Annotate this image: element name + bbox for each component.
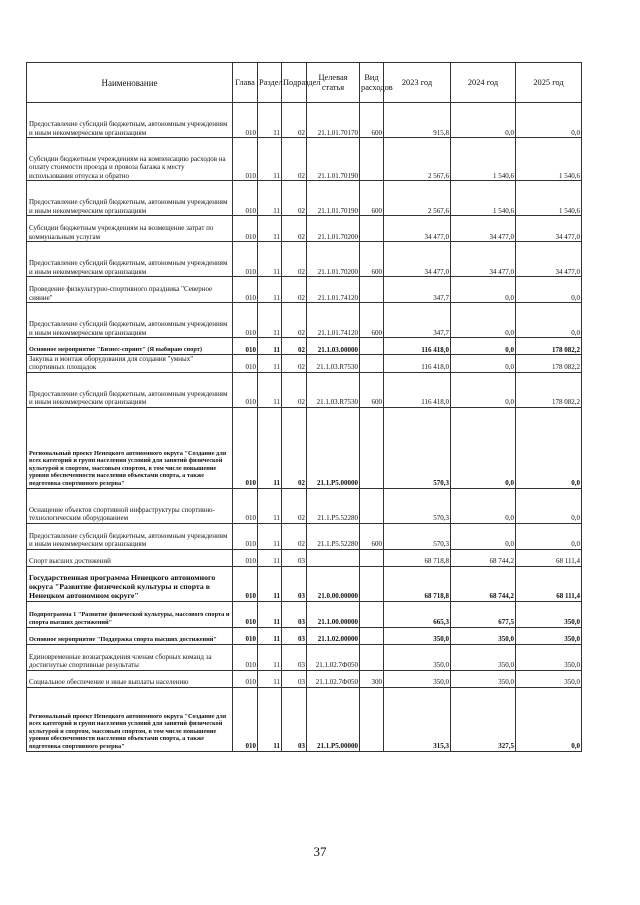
cell-target-article: 21.1.02.7Ф050 [307, 670, 360, 687]
cell-2025: 1 540,6 [516, 181, 582, 216]
cell-2024: 68 744,2 [451, 566, 516, 601]
cell-2023: 347,7 [384, 277, 451, 303]
cell-2025: 350,0 [516, 627, 582, 644]
cell-subsection: 02 [282, 242, 307, 277]
cell-expense-type [360, 549, 384, 566]
table-row [27, 181, 582, 216]
cell-2023: 68 718,8 [384, 549, 451, 566]
cell-chapter: 010 [233, 303, 258, 338]
cell-2025: 178 082,2 [516, 355, 582, 373]
cell-subsection: 02 [282, 103, 307, 138]
cell-chapter: 010 [233, 181, 258, 216]
cell-expense-type [360, 138, 384, 181]
cell-2023: 116 418,0 [384, 372, 451, 407]
cell-2023: 34 477,0 [384, 242, 451, 277]
cell-expense-type [360, 566, 384, 601]
table-row [27, 601, 582, 627]
cell-2024: 327,5 [451, 687, 516, 751]
cell-2024: 34 477,0 [451, 216, 516, 242]
cell-chapter: 010 [233, 644, 258, 670]
cell-target-article: 21.1.03.R7530 [307, 355, 360, 373]
cell-name: Региональный проект Ненецкого автономного округа "Создание для всех категорий и групп населения условий для занятий физической культурой и спортом, массовым спортом, в том числе повышение уровня обеспеченности населения объектами спорта, а также подготовка спортивного резерва" [27, 687, 233, 751]
cell-2025: 0,0 [516, 407, 582, 488]
table-row [27, 407, 582, 488]
table-row [27, 355, 582, 373]
cell-section: 11 [258, 407, 282, 488]
cell-2023: 915,8 [384, 103, 451, 138]
table-body [27, 103, 582, 752]
cell-name: Основное мероприятие "Поддержка спорта высших достижений" [27, 627, 233, 644]
cell-2023: 315,3 [384, 687, 451, 751]
cell-name: Субсидии бюджетным учреждениям на компенсацию расходов на оплату стоимости проезда и провоза багажа к месту использования отпуска и обратно [27, 138, 233, 181]
cell-subsection: 03 [282, 627, 307, 644]
cell-2025: 34 477,0 [516, 216, 582, 242]
cell-section: 11 [258, 355, 282, 373]
cell-target-article: 21.0.00.00000 [307, 566, 360, 601]
cell-subsection: 02 [282, 372, 307, 407]
cell-target-article: 21.1.02.00000 [307, 627, 360, 644]
table-row [27, 277, 582, 303]
table-row [27, 216, 582, 242]
cell-2024: 0,0 [451, 355, 516, 373]
cell-chapter: 010 [233, 523, 258, 549]
cell-subsection: 02 [282, 216, 307, 242]
table-row [27, 644, 582, 670]
cell-expense-type [360, 338, 384, 355]
cell-expense-type: 600 [360, 523, 384, 549]
cell-target-article: 21.1.03.R7530 [307, 372, 360, 407]
header-subsection: Подраздел [282, 63, 307, 103]
cell-name: Предоставление субсидий бюджетным, автономным учреждениям и иным некоммерческим организациям [27, 242, 233, 277]
cell-name: Предоставление субсидий бюджетным, автономным учреждениям и иным некоммерческим организациям [27, 372, 233, 407]
cell-target-article: 21.1.01.70190 [307, 138, 360, 181]
cell-section: 11 [258, 303, 282, 338]
cell-subsection: 02 [282, 277, 307, 303]
table-row [27, 372, 582, 407]
cell-chapter: 010 [233, 277, 258, 303]
cell-name: Основное мероприятие "Бизнес-спринт" (Я выбираю спорт) [27, 338, 233, 355]
cell-2024: 34 477,0 [451, 242, 516, 277]
table-row [27, 566, 582, 601]
cell-subsection: 02 [282, 523, 307, 549]
cell-2024: 0,0 [451, 407, 516, 488]
cell-section: 11 [258, 338, 282, 355]
cell-2024: 0,0 [451, 523, 516, 549]
cell-target-article: 21.1.01.70190 [307, 181, 360, 216]
cell-name: Государственная программа Ненецкого автономного округа "Развитие физической культуры и спорта в Ненецком автономном округе" [27, 566, 233, 601]
cell-2023: 116 418,0 [384, 355, 451, 373]
cell-target-article [307, 549, 360, 566]
cell-section: 11 [258, 138, 282, 181]
cell-name: Оснащение объектов спортивной инфраструктуры спортивно-технологическим оборудованием [27, 488, 233, 523]
cell-section: 11 [258, 670, 282, 687]
page-number: 37 [313, 844, 327, 859]
cell-subsection: 02 [282, 407, 307, 488]
cell-subsection: 02 [282, 303, 307, 338]
cell-2024: 1 540,6 [451, 138, 516, 181]
cell-section: 11 [258, 372, 282, 407]
cell-expense-type: 600 [360, 303, 384, 338]
cell-section: 11 [258, 644, 282, 670]
cell-2024: 0,0 [451, 372, 516, 407]
table-row [27, 338, 582, 355]
cell-expense-type [360, 601, 384, 627]
cell-expense-type [360, 277, 384, 303]
header-chapter: Глава [233, 63, 258, 103]
cell-target-article: 21.1.P5.00000 [307, 687, 360, 751]
cell-2023: 570,3 [384, 407, 451, 488]
cell-subsection: 03 [282, 549, 307, 566]
table-header-row [27, 63, 582, 103]
cell-expense-type [360, 644, 384, 670]
table-row [27, 303, 582, 338]
cell-2025: 350,0 [516, 644, 582, 670]
cell-2023: 34 477,0 [384, 216, 451, 242]
cell-section: 11 [258, 523, 282, 549]
table-row [27, 670, 582, 687]
cell-chapter: 010 [233, 216, 258, 242]
cell-2024: 0,0 [451, 277, 516, 303]
header-target-article: Целевая статья [307, 63, 360, 103]
cell-expense-type [360, 216, 384, 242]
cell-2025: 178 082,2 [516, 338, 582, 355]
cell-section: 11 [258, 549, 282, 566]
cell-2025: 350,0 [516, 670, 582, 687]
cell-2024: 0,0 [451, 103, 516, 138]
cell-section: 11 [258, 277, 282, 303]
table-row [27, 103, 582, 138]
cell-section: 11 [258, 216, 282, 242]
table-row [27, 627, 582, 644]
cell-expense-type [360, 407, 384, 488]
cell-name: Закупка и монтаж оборудования для создания "умных" спортивных площадок [27, 355, 233, 373]
cell-section: 11 [258, 181, 282, 216]
cell-2023: 570,3 [384, 488, 451, 523]
cell-2025: 0,0 [516, 103, 582, 138]
cell-section: 11 [258, 488, 282, 523]
cell-subsection: 02 [282, 338, 307, 355]
cell-target-article: 21.1.01.74120 [307, 303, 360, 338]
cell-subsection: 02 [282, 138, 307, 181]
cell-section: 11 [258, 566, 282, 601]
budget-table [26, 62, 582, 752]
cell-target-article: 21.1.01.70200 [307, 216, 360, 242]
table-row [27, 687, 582, 751]
cell-target-article: 21.1.01.70200 [307, 242, 360, 277]
cell-expense-type: 600 [360, 181, 384, 216]
cell-2025: 0,0 [516, 488, 582, 523]
cell-expense-type [360, 687, 384, 751]
header-section: Раздел [258, 63, 282, 103]
cell-chapter: 010 [233, 372, 258, 407]
cell-subsection: 03 [282, 601, 307, 627]
header-name: Наименование [27, 63, 233, 103]
cell-chapter: 010 [233, 549, 258, 566]
cell-name: Подпрограмма 1 "Развитие физической культуры, массового спорта и спорта высших достижений" [27, 601, 233, 627]
cell-2025: 0,0 [516, 687, 582, 751]
cell-target-article: 21.1.00.00000 [307, 601, 360, 627]
cell-target-article: 21.1.02.7Ф050 [307, 644, 360, 670]
cell-expense-type: 600 [360, 372, 384, 407]
cell-2024: 0,0 [451, 303, 516, 338]
cell-2023: 350,0 [384, 670, 451, 687]
cell-2023: 347,7 [384, 303, 451, 338]
cell-chapter: 010 [233, 355, 258, 373]
cell-name: Предоставление субсидий бюджетным, автономным учреждениям и иным некоммерческим организациям [27, 523, 233, 549]
cell-section: 11 [258, 627, 282, 644]
cell-chapter: 010 [233, 138, 258, 181]
cell-target-article: 21.1.P5.52280 [307, 488, 360, 523]
cell-subsection: 02 [282, 355, 307, 373]
header-expense-type: Вид расходов [360, 63, 384, 103]
cell-chapter: 010 [233, 338, 258, 355]
cell-subsection: 02 [282, 488, 307, 523]
cell-target-article: 21.1.01.70170 [307, 103, 360, 138]
cell-chapter: 010 [233, 627, 258, 644]
cell-expense-type: 300 [360, 670, 384, 687]
cell-chapter: 010 [233, 407, 258, 488]
cell-2023: 68 718,8 [384, 566, 451, 601]
cell-2023: 2 567,6 [384, 138, 451, 181]
cell-2024: 0,0 [451, 338, 516, 355]
cell-subsection: 03 [282, 687, 307, 751]
cell-2025: 1 540,6 [516, 138, 582, 181]
cell-section: 11 [258, 103, 282, 138]
header-2025: 2025 год [516, 63, 582, 103]
cell-name: Социальное обеспечение и иные выплаты населению [27, 670, 233, 687]
header-2024: 2024 год [451, 63, 516, 103]
cell-target-article: 21.1.01.74120 [307, 277, 360, 303]
table-row [27, 523, 582, 549]
cell-2024: 350,0 [451, 670, 516, 687]
cell-2025: 0,0 [516, 277, 582, 303]
cell-expense-type [360, 627, 384, 644]
table-row [27, 242, 582, 277]
cell-expense-type: 600 [360, 103, 384, 138]
cell-expense-type [360, 355, 384, 373]
cell-2025: 34 477,0 [516, 242, 582, 277]
cell-2023: 116 418,0 [384, 338, 451, 355]
cell-2024: 677,5 [451, 601, 516, 627]
table-row [27, 549, 582, 566]
cell-name: Предоставление субсидий бюджетным, автономным учреждениям и иным некоммерческим организациям [27, 181, 233, 216]
cell-name: Предоставление субсидий бюджетным, автономным учреждениям и иным некоммерческим организациям [27, 303, 233, 338]
cell-chapter: 010 [233, 103, 258, 138]
cell-2024: 68 744,2 [451, 549, 516, 566]
cell-chapter: 010 [233, 488, 258, 523]
cell-target-article: 21.1.P5.00000 [307, 407, 360, 488]
cell-2024: 350,0 [451, 644, 516, 670]
cell-2024: 1 540,6 [451, 181, 516, 216]
cell-expense-type: 600 [360, 242, 384, 277]
cell-chapter: 010 [233, 242, 258, 277]
cell-expense-type [360, 488, 384, 523]
cell-name: Предоставление субсидий бюджетным, автономным учреждениям и иным некоммерческим организациям [27, 103, 233, 138]
cell-name: Региональный проект Ненецкого автономного округа "Создание для всех категорий и групп населения условий для занятий физической культурой и спортом, массовым спортом, в том числе повышение уровня обеспеченности населения объектами спорта, а также подготовка спортивного резерва" [27, 407, 233, 488]
cell-section: 11 [258, 601, 282, 627]
cell-2025: 0,0 [516, 523, 582, 549]
cell-subsection: 03 [282, 644, 307, 670]
cell-2023: 570,3 [384, 523, 451, 549]
cell-target-article: 21.1.P5.52280 [307, 523, 360, 549]
cell-subsection: 03 [282, 670, 307, 687]
cell-2025: 68 111,4 [516, 549, 582, 566]
cell-2024: 0,0 [451, 488, 516, 523]
cell-chapter: 010 [233, 601, 258, 627]
cell-2024: 350,0 [451, 627, 516, 644]
cell-subsection: 02 [282, 181, 307, 216]
cell-2025: 0,0 [516, 303, 582, 338]
cell-name: Единовременные вознаграждения членам сборных команд за достигнутые спортивные результаты [27, 644, 233, 670]
cell-name: Проведение физкультурно-спортивного праздника "Северное сияние" [27, 277, 233, 303]
cell-chapter: 010 [233, 670, 258, 687]
cell-2023: 2 567,6 [384, 181, 451, 216]
table-row [27, 488, 582, 523]
cell-name: Спорт высших достижений [27, 549, 233, 566]
cell-section: 11 [258, 242, 282, 277]
cell-chapter: 010 [233, 687, 258, 751]
table-row [27, 138, 582, 181]
cell-section: 11 [258, 687, 282, 751]
cell-2025: 68 111,4 [516, 566, 582, 601]
cell-2023: 350,0 [384, 644, 451, 670]
cell-2025: 350,0 [516, 601, 582, 627]
header-2023: 2023 год [384, 63, 451, 103]
cell-target-article: 21.1.03.00000 [307, 338, 360, 355]
cell-2023: 665,3 [384, 601, 451, 627]
cell-chapter: 010 [233, 566, 258, 601]
cell-subsection: 03 [282, 566, 307, 601]
cell-2023: 350,0 [384, 627, 451, 644]
cell-name: Субсидии бюджетным учреждениям на возмещение затрат по коммунальным услугам [27, 216, 233, 242]
cell-2025: 178 082,2 [516, 372, 582, 407]
